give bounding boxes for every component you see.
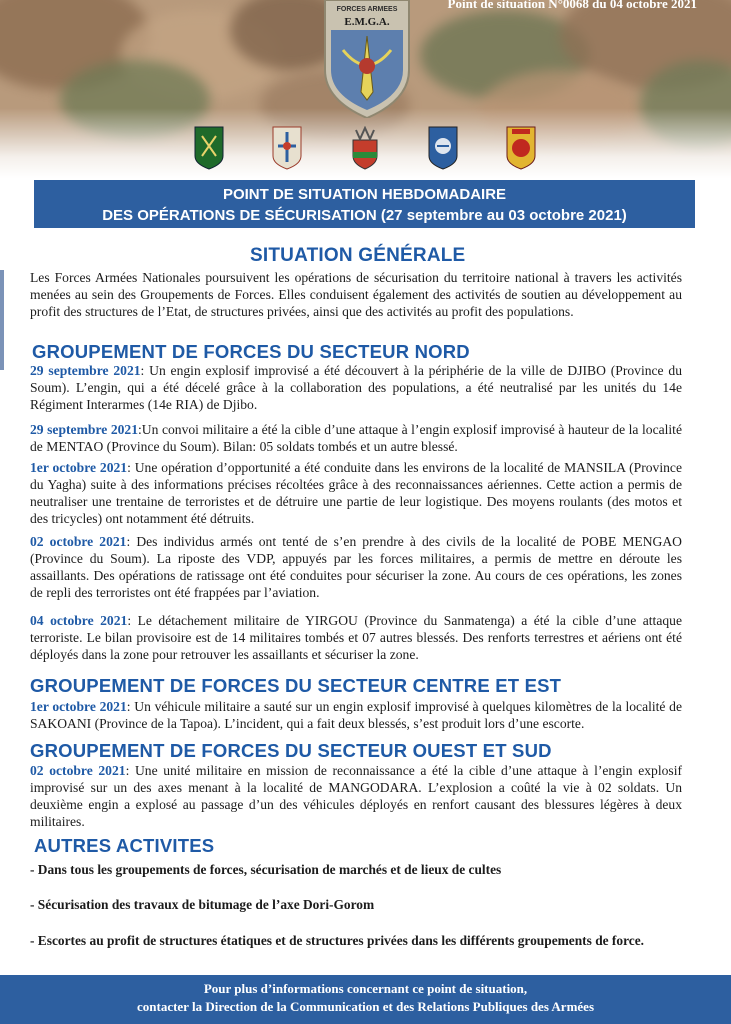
national-guard-emblem-icon xyxy=(506,126,536,170)
contact-footer xyxy=(0,975,731,1024)
other-activity-3: - Escortes au profit de structures étatiques et de structures privées dans les différents groupements de force. xyxy=(30,933,645,948)
north-item-1 xyxy=(30,362,682,413)
footer-line-2: contacter la Direction de la Communication et des Relations Publiques des Armées xyxy=(136,999,594,1014)
other-activities-title: AUTRES ACTIVITES xyxy=(34,835,215,856)
air-force-emblem-icon xyxy=(272,126,302,170)
north-item-4-text: : Des individus armés ont tenté de s’en prendre à des civils de la localité de POBE MENGAO (Province du Soum). La riposte des VDP, appuyés par les forces militaires, a permis de mettre en déroute les assaillants. Des opérations de ratissage ont été conduites pour sécuriser la zone. Au cours de ces opérations, les zones de repli des terroristes ont été frappées par l’aviation. xyxy=(30,534,682,600)
navy-emblem-icon xyxy=(428,126,458,170)
center-east-item-1 xyxy=(30,698,682,732)
general-situation-text: Les Forces Armées Nationales poursuivent les opérations de sécurisation du territoire national à travers les activités menées au sein des Groupements de Forces. Elles conduisent également des activités de soutien au développement au profit des structures de l’Etat, de structures privées, ainsi que des activités au profit des populations. xyxy=(30,270,682,319)
gendarmerie-emblem-icon xyxy=(350,126,380,170)
north-item-5-date: 04 octobre 2021 xyxy=(30,613,128,628)
west-south-item-1-text: : Une unité militaire en mission de reconnaissance a été la cible d’une attaque à l’engin explosif improvisé sur un des axes menant à la localité de MANGODARA. L’explosion a coûté la vie à 02 soldats. Un deuxième engin a explosé au passage d’un des véhicules déployés en renfort causant des blessures légères à deux militaires. xyxy=(30,763,682,829)
general-situation-title: SITUATION GÉNÉRALE xyxy=(250,245,466,266)
svg-text:FORCES ARMEES: FORCES ARMEES xyxy=(336,6,398,13)
west-south-item-1 xyxy=(30,762,682,830)
situation-reference: Point de situation N°0068 du 04 octobre 2021 xyxy=(447,0,697,11)
army-emblem-icon xyxy=(194,126,224,170)
north-item-5 xyxy=(30,612,682,663)
north-item-5-text: : Le détachement militaire de YIRGOU (Province du Sanmatenga) a été la cible d’une attaque terroriste. Le bilan provisoire est de 14 militaires tombés et 07 autres blessés. Des renforts terrestres et aériens ont été déployés dans la zone pour retrouver les assaillants et sécuriser la zone. xyxy=(30,613,682,662)
north-sector-title: GROUPEMENT DE FORCES DU SECTEUR NORD xyxy=(32,341,470,362)
north-item-2 xyxy=(30,421,682,455)
west-south-sector-title: GROUPEMENT DE FORCES DU SECTEUR OUEST ET SUD xyxy=(30,740,552,761)
north-item-2-date: 29 septembre 2021 xyxy=(30,422,139,437)
emga-logo xyxy=(321,0,413,118)
left-edge-bar xyxy=(0,270,4,370)
north-item-1-date: 29 septembre 2021 xyxy=(30,363,141,378)
north-item-3-text: : Une opération d’opportunité a été conduite dans les environs de la localité de MANSILA (Province du Yagha) suite à des informations précises récoltées grâce à des reconnaissances aériennes. Cette action a permis de neutraliser une trentaine de terroristes et de détruire une partie de leur logistique. Des moyens roulants (des motos et des tricycles) ont notamment été détruits. xyxy=(30,460,682,526)
banner-line-1: POINT DE SITUATION HEBDOMADAIRE xyxy=(222,186,507,203)
center-east-item-1-text: : Un véhicule militaire a sauté sur un engin explosif improvisé à quelques kilomètres de la localité de SAKOANI (Province de la Tapoa). L’incident, qui a fait deux blessés, s’est produit lors d’une escorte. xyxy=(30,699,683,731)
center-east-sector-title: GROUPEMENT DE FORCES DU SECTEUR CENTRE ET EST xyxy=(30,675,562,696)
north-item-4-date: 02 octobre 2021 xyxy=(30,534,127,549)
other-activity-1: - Dans tous les groupements de forces, sécurisation de marchés et de lieux de cultes xyxy=(30,862,502,877)
footer-line-1: Pour plus d’informations concernant ce point de situation, xyxy=(203,981,528,996)
north-item-1-text: : Un engin explosif improvisé a été découvert à la périphérie de la ville de DJIBO (Province du Soum). L’engin, qui a été décelé grâce à la collaboration des populations, a été neutralisé par les unités du 14e Régiment Interarmes (14e RIA) de Djibo. xyxy=(30,363,682,412)
banner-line-2: DES OPÉRATIONS DE SÉCURISATION (27 septembre au 03 octobre 2021) xyxy=(102,207,627,224)
title-banner xyxy=(34,180,695,228)
svg-text:E.M.G.A.: E.M.G.A. xyxy=(344,16,390,28)
north-item-2-text: :Un convoi militaire a été la cible d’une attaque à l’engin explosif improvisé à hauteur de la localité de MENTAO (Province du Soum). Bilan: 05 soldats tombés et un autre blessé. xyxy=(30,422,682,454)
other-activity-2: - Sécurisation des travaux de bitumage de l’axe Dori-Gorom xyxy=(30,897,375,912)
west-south-item-1-date: 02 octobre 2021 xyxy=(30,763,126,778)
north-item-3 xyxy=(30,459,682,527)
north-item-3-date: 1er octobre 2021 xyxy=(30,460,128,475)
center-east-item-1-date: 1er octobre 2021 xyxy=(30,699,127,714)
north-item-4 xyxy=(30,533,682,601)
